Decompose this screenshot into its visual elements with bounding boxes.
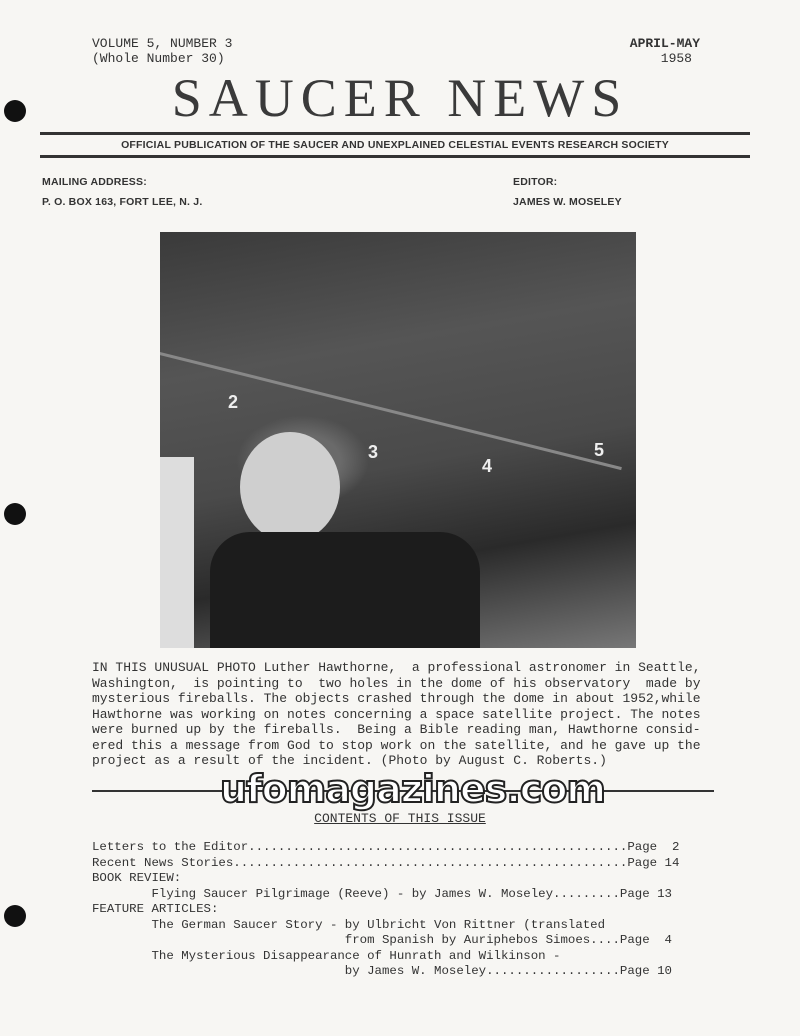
toc-entry: Recent News Stories.....................................................Page 14 <box>92 855 680 870</box>
mailing-address: P. O. BOX 163, FORT LEE, N. J. <box>42 196 203 208</box>
toc-section: FEATURE ARTICLES: <box>92 902 219 916</box>
caption-line: ered this a message from God to stop work on the satellite, and he gave up the <box>92 737 701 753</box>
caption-line: Hawthorne was working on notes concerning a space satellite project. The notes <box>92 706 701 722</box>
table-of-contents <box>92 840 679 980</box>
toc-entry: by James W. Moseley..................Page 10 <box>92 964 672 978</box>
divider <box>40 132 750 135</box>
toc-entry: Flying Saucer Pilgrimage (Reeve) - by James W. Moseley.........Page 13 <box>92 886 672 901</box>
editor-name: JAMES W. MOSELEY <box>513 196 622 208</box>
caption-line: project as a result of the incident. (Photo by August C. Roberts.) <box>92 753 607 768</box>
whole-number: (Whole Number 30) <box>92 51 225 66</box>
astronomer-coat <box>210 532 480 648</box>
volume-number: VOLUME 5, NUMBER 3 <box>92 36 233 51</box>
binder-hole <box>4 100 26 122</box>
caption-line: Washington, is pointing to two holes in the dome of his observatory made by <box>92 675 701 691</box>
toc-entry: The Mysterious Disappearance of Hunrath and Wilkinson - <box>92 948 561 963</box>
publication-subtitle: OFFICIAL PUBLICATION OF THE SAUCER AND UNEXPLAINED CELESTIAL EVENTS RESEARCH SOCIETY <box>121 139 669 151</box>
photo-caption <box>92 660 701 769</box>
editor-label: EDITOR: <box>513 176 558 188</box>
caption-line: mysterious fireballs. The objects crashed through the dome in about 1952,while <box>92 691 701 706</box>
publication-title: SAUCER NEWS <box>171 68 629 128</box>
toc-entry: Letters to the Editor...................................................Page 2 <box>92 840 680 854</box>
issue-year: 1958 <box>660 51 692 66</box>
toc-section: BOOK REVIEW: <box>92 871 182 885</box>
dome-number: 2 <box>228 392 239 412</box>
binder-hole <box>4 503 26 525</box>
dome-number: 4 <box>482 456 493 476</box>
dome-number: 3 <box>368 442 379 462</box>
contents-heading: CONTENTS OF THIS ISSUE <box>314 811 486 826</box>
issue-months: APRIL-MAY <box>629 36 700 51</box>
toc-entry: The German Saucer Story - by Ulbricht Von Rittner (translated <box>92 917 606 932</box>
divider <box>40 155 750 158</box>
mailing-address-label: MAILING ADDRESS: <box>42 176 147 188</box>
telescope-tube <box>160 457 194 648</box>
toc-entry: from Spanish by Auriphebos Simoes....Page 4 <box>92 933 672 947</box>
observatory-photo <box>160 232 636 648</box>
watermark: ufomagazines.com <box>220 767 606 811</box>
caption-line: IN THIS UNUSUAL PHOTO Luther Hawthorne, a professional astronomer in Seattle, <box>92 660 701 675</box>
astronomer-face <box>240 432 340 542</box>
caption-line: were burned up by the fireballs. Being a Bible reading man, Hawthorne consid- <box>92 722 701 737</box>
binder-hole <box>4 905 26 927</box>
dome-number: 5 <box>594 440 605 460</box>
